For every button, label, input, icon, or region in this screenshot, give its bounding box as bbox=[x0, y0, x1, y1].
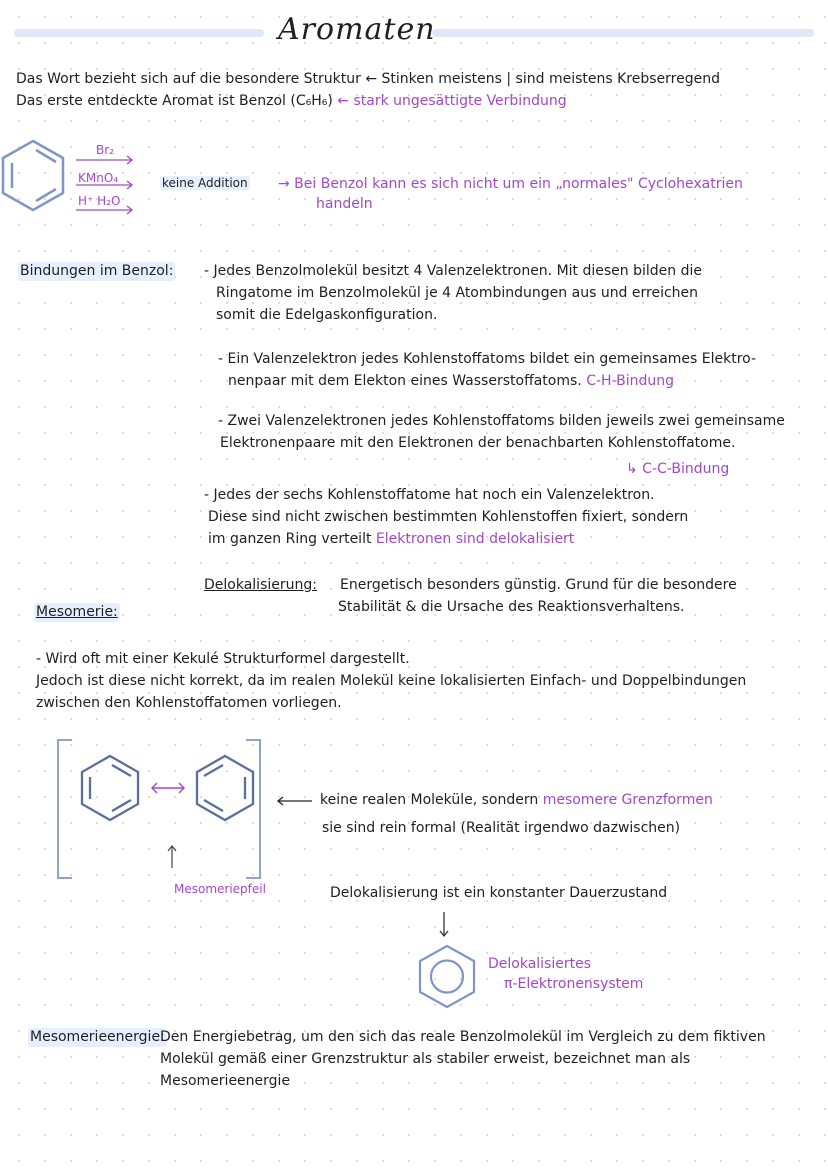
intro-line-2 bbox=[16, 92, 567, 111]
bindungen-p2-line-2-text: nenpaar mit dem Elekton eines Wasserstoffatoms. bbox=[228, 373, 582, 389]
title-bar-left bbox=[14, 29, 264, 37]
mesomeric-structures bbox=[50, 738, 280, 888]
grenzformen-note-line-1 bbox=[320, 791, 713, 810]
mesomerie-line-2: Jedoch ist diese nicht korrekt, da im realen Molekül keine lokalisierten Einfach- und Doppelbindungen bbox=[36, 673, 747, 689]
bindungen-p1-line-1: - Jedes Benzolmolekül besitzt 4 Valenzelektronen. Mit diesen bilden die bbox=[204, 263, 702, 279]
benzene-delocalized bbox=[412, 910, 492, 1020]
bindungen-p4-line-2: Diese sind nicht zwischen bestimmten Kohlenstoffen fixiert, sondern bbox=[208, 509, 689, 525]
bindungen-p4-line-1: - Jedes der sechs Kohlenstoffatome hat noch ein Valenzelektron. bbox=[204, 487, 655, 503]
reagent-br2: Br₂ bbox=[96, 143, 114, 157]
reagent-h-h2o: H⁺ H₂O bbox=[78, 194, 121, 208]
mesomerieenergie-label: Mesomerieenergie: bbox=[30, 1029, 165, 1045]
delokalisierung-line-2: Stabilität & die Ursache des Reaktionsverhaltens. bbox=[338, 599, 685, 615]
mesomerie-line-3: zwischen den Kohlenstoffatomen vorliegen. bbox=[36, 695, 342, 711]
bindungen-p4-line-3-text: im ganzen Ring verteilt bbox=[208, 531, 372, 547]
pi-system-line-1: Delokalisiertes bbox=[488, 956, 592, 972]
delokalisierung-line-1: Energetisch besonders günstig. Grund für die besondere bbox=[340, 577, 737, 593]
title-bar-right bbox=[432, 29, 814, 37]
intro-line-2-a: Das erste entdeckte Aromat ist Benzol (C₆H₆) bbox=[16, 93, 333, 109]
cyclohexatrien-note-line-1: → Bei Benzol kann es sich nicht um ein „normales" Cyclohexatrien bbox=[278, 176, 743, 192]
intro-line-1 bbox=[16, 70, 720, 89]
grenzformen-arrow bbox=[276, 794, 316, 808]
bindungen-label: Bindungen im Benzol: bbox=[20, 263, 174, 279]
ch-bindung-tag: C-H-Bindung bbox=[586, 373, 674, 389]
delokalisierung-label: Delokalisierung: bbox=[204, 577, 317, 593]
grenzformen-note-line-2: sie sind rein formal (Realität irgendwo dazwischen) bbox=[322, 820, 681, 836]
bindungen-p1-line-3: somit die Edelgaskonfiguration. bbox=[216, 307, 438, 323]
grenzformen-note-a: keine realen Moleküle, sondern bbox=[320, 792, 539, 808]
bindungen-p1-line-2: Ringatome im Benzolmolekül je 4 Atombindungen aus und erreichen bbox=[216, 285, 699, 301]
mesomerieenergie-line-3: Mesomerieenergie bbox=[160, 1073, 291, 1089]
bindungen-p2-line-1: - Ein Valenzelektron jedes Kohlenstoffatoms bildet ein gemeinsames Elektro- bbox=[218, 351, 757, 367]
bindungen-p3-line-2: Elektronenpaare mit den Elektronen der benachbarten Kohlenstoffatome. bbox=[220, 435, 736, 451]
intro-line-2-b: ← stark ungesättigte Verbindung bbox=[337, 93, 567, 109]
mesomere-grenzformen-tag: mesomere Grenzformen bbox=[542, 792, 713, 808]
mesomerieenergie-line-1: Den Energiebetrag, um den sich das reale Benzolmolekül im Vergleich zu dem fiktiven bbox=[160, 1029, 766, 1045]
delokalisiert-tag: Elektronen sind delokalisiert bbox=[375, 531, 575, 547]
bindungen-p3-line-1: - Zwei Valenzelektronen jedes Kohlenstoffatoms bilden jeweils zwei gemeinsame bbox=[218, 413, 785, 429]
reagent-kmno4: KMnO₄ bbox=[78, 171, 119, 185]
keine-addition-label: keine Addition bbox=[162, 176, 248, 190]
intro-line-1-a: Das Wort bezieht sich auf die besondere Struktur bbox=[16, 71, 361, 87]
intro-line-1-b: ← Stinken meistens | sind meistens Krebserregend bbox=[365, 71, 720, 87]
cyclohexatrien-note-line-2: handeln bbox=[316, 196, 373, 212]
delokalisierung-dauerzustand: Delokalisierung ist ein konstanter Dauerzustand bbox=[330, 885, 668, 901]
reagent-arrows bbox=[74, 150, 154, 220]
pi-system-line-2: π-Elektronensystem bbox=[504, 976, 644, 992]
bindungen-p2-line-2 bbox=[228, 372, 674, 391]
mesomerie-label: Mesomerie: bbox=[36, 604, 118, 620]
mesomeriepfeil-label: Mesomeriepfeil bbox=[174, 882, 266, 896]
page-title: Aromaten bbox=[278, 12, 436, 47]
mesomerie-line-1: - Wird oft mit einer Kekulé Strukturformel dargestellt. bbox=[36, 651, 410, 667]
mesomerieenergie-line-2: Molekül gemäß einer Grenzstruktur als stabiler erweist, bezeichnet man als bbox=[160, 1051, 691, 1067]
cc-bindung-tag: ↳ C-C-Bindung bbox=[626, 461, 730, 477]
bindungen-p4-line-3 bbox=[208, 530, 574, 549]
